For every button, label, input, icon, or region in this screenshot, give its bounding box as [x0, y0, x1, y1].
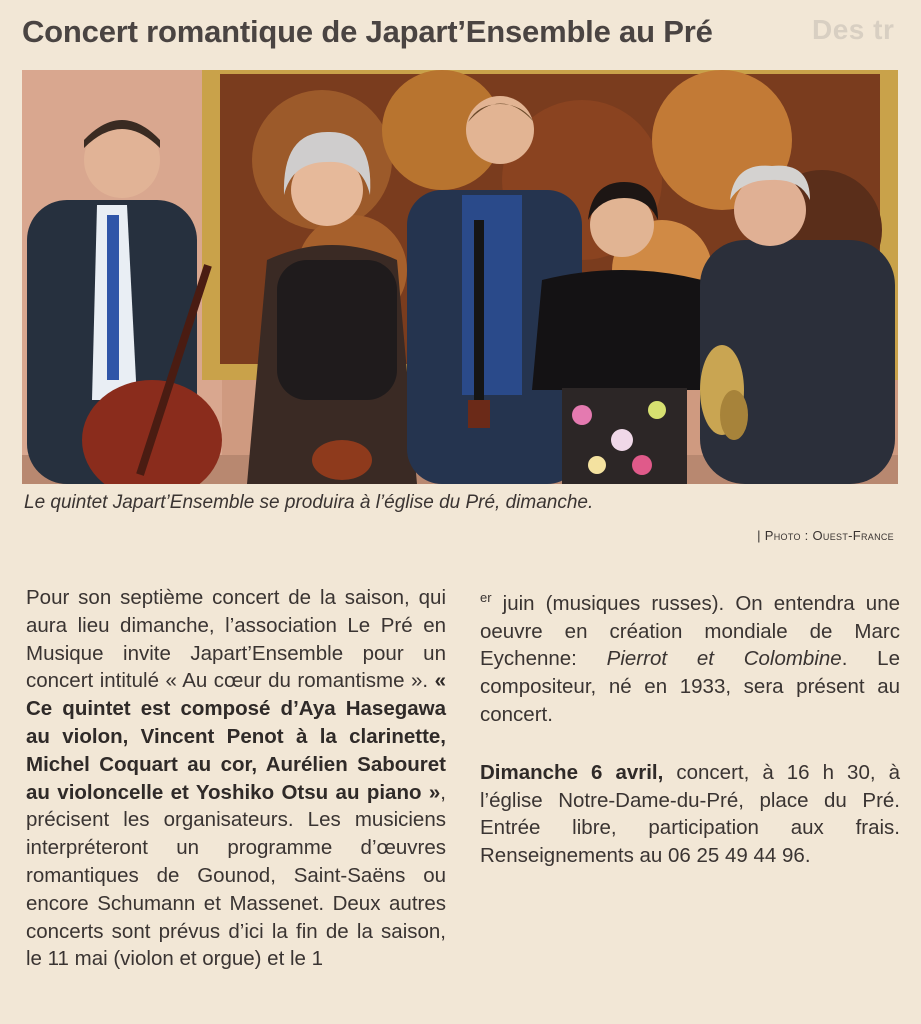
article-column-1 [26, 584, 446, 973]
event-paragraph [480, 759, 900, 870]
intro-text: Pour son septième concert de la saison, qui aura lieu dimanche, l’association Le Pré en Musique invite Japart’Ensemble pour un concert intitulé « Au cœur du romantisme ». [26, 586, 446, 693]
article-photo [22, 70, 898, 484]
event-details: concert, à 16 h 30, à l’église Notre-Dame-du-Pré, place du Pré. Entrée libre, participation aux frais. Renseignements au 06 25 49 44 96. [480, 760, 900, 868]
ordinal-suffix: er [480, 590, 492, 605]
body-text: , précisent les organisateurs. Les musiciens interpréteront un programme d’œuvres romantiques de Gounod, Saint-Saëns ou encore Schumann et Massenet. Deux autres concerts sont prévus d’ici la fin de la saison, le 11 mai (violon et orgue) et le 1 [26, 780, 446, 971]
tail-text-b: . Le compositeur, né en 1933, sera présent au concert. [480, 647, 900, 727]
photo-credit-source: Ouest-France [812, 528, 894, 543]
article-headline: Concert romantique de Japart’Ensemble au Pré [22, 14, 713, 49]
article-paragraph-1b-visible [480, 584, 900, 729]
photo-caption: Le quintet Japart’Ensemble se produira à l’église du Pré, dimanche. [24, 492, 594, 513]
article-column-2 [480, 584, 900, 870]
event-date: Dimanche 6 avril, [480, 760, 664, 784]
photo-credit-prefix: | Photo : [757, 528, 813, 543]
article-paragraph-1a [26, 584, 446, 973]
photo-credit [757, 528, 894, 543]
work-title: Pierrot et Colombine [606, 647, 842, 671]
tail-text-a: juin (musiques russes). On entendra une oeuvre en création mondiale de Marc Eychenne: [480, 591, 900, 671]
quote-text: « Ce quintet est composé d’Aya Hasegawa au violon, Vincent Penot à la clarinette, Michel Coquart au cor, Aurélien Sabouret au violoncelle et Yoshiko Otsu au piano » [26, 669, 446, 804]
adjacent-headline-fragment: Des tr [812, 14, 895, 45]
